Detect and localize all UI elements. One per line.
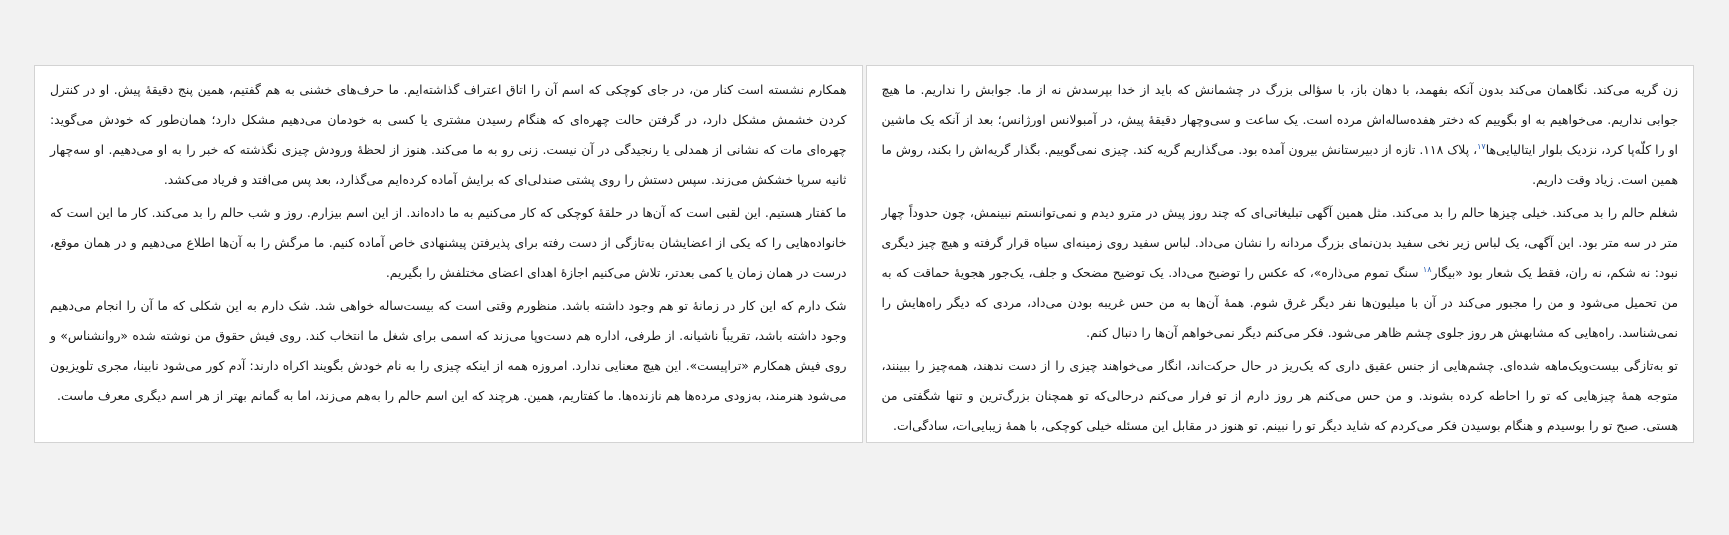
paragraph: ما کفتار هستیم. این لقبی است که آن‌ها در حلقهٔ کوچکی که کار می‌کنیم به ما داده‌اند. از این اسم بیزارم. روز و شب حالم را بد می‌کند. کار ما این است که خانواده‌هایی را که یکی از اعضایشان به‌تازگی از دست رفته برای پذیرفتن پیشنهادی خاص آماده کنیم. ما مرگش را به آن‌ها اطلاع می‌دهیم و در همان موقع، درست در همان زمان یا کمی بعدتر، تلاش می‌کنیم اجازهٔ اهدای اعضای مختلفش را بگیریم. <box>50 205 847 280</box>
paragraph-text: سنگ تموم می‌ذاره»، که عکس را توضیح می‌داد. یک توضیح مضحک و جلف، یک‌جور هجویهٔ حماقت که به من تحمیل می‌شود و من را مجبور می‌کند در آن با میلیون‌ها نفر دیگر غرق شوم. همهٔ آن‌ها به من حس غریبه بودن می‌داد، مردی که دیگر راه‌هایش را نمی‌شناسد. راه‌هایی که مشابهش هر روز جلوی چشم ظاهر می‌شود. فکر می‌کنم دیگر نمی‌خواهم آن‌ها را دنبال کنم. <box>881 265 1678 340</box>
paragraph: همکارم نشسته است کنار من، در جای کوچکی که اسم آن را اتاق اعتراف گذاشته‌ایم. ما حرف‌های خشنی به هم گفتیم، همین پنج دقیقه‌ٔ پیش. او در کنترل کردن خشمش مشکل دارد، در گرفتن حالت چهره‌ای که هنگام رسیدن مشتری یا کسی به خودمان می‌دهیم مشکل دارد؛ همان‌طور که خودش می‌گوید: چهره‌ای مات که نشانی از همدلی یا رنجیدگی در آن نیست. زنی رو به ما می‌کند. هنوز از لحظهٔ ورودش چیزی نگذشته که خبر را به او می‌دهیم. او سه‌چهار ثانیه سرپا خشکش می‌زند. سپس دستش را روی پشتی صندلی‌ای که برایش آماده کرده‌ایم می‌گذارد، بعد پس می‌افتد و فریاد می‌کشد. <box>50 82 847 187</box>
book-spread <box>34 65 1694 443</box>
paragraph: شک دارم که این کار در زمانهٔ تو هم وجود داشته باشد. منظورم وقتی است که بیست‌ساله خواهی شد. شک دارم به این شکلی که ما آن را انجام می‌دهیم وجود داشته باشد، تقریباً ناشیانه. از طرفی، اداره هم دست‌وپا می‌زند که اسمی برای شغل ما انتخاب کند. روی فیش حقوق من نوشته شده «روانشناس» و روی فیش همکارم «تراپیست». این هیچ معنایی ندارد. امروزه همه از اینکه چیزی را به نام خودش بگویند اکراه دارند: آدم کور می‌شود نابینا، مجری تلویزیون می‌شود هنرمند، به‌زودی مرده‌ها هم نازنده‌ها. ما کفتاریم، همین. هرچند که این اسم حالم را به‌هم می‌زند، اما به گمانم بهتر از هر اسم دیگری معرف ماست. <box>50 298 847 403</box>
paragraph-text: زن گریه می‌کند. نگاهمان می‌کند بدون آنکه بفهمد، با دهان باز، با سؤالی بزرگ در چشمانش که باید از خدا بپرسدش نه از ما. جوابش را نداریم. ما هیچ جوابی نداریم. می‌خواهیم به او بگوییم که دختر هفده‌ساله‌اش مرده است. یک ساعت و سی‌وچهار دقیقه‌ٔ پیش، در آمبولانس اورژانس؛ بعد از آنکه یک ماشین او را کلّه‌پا کرد، نزدیک بلوار ایتالیایی‌ها <box>881 82 1678 157</box>
footnote-link[interactable]: ۱۷ <box>1477 141 1486 151</box>
paragraph-text: شغلم حالم را بد می‌کند. خیلی چیزها حالم را بد می‌کند. مثل همین آگهی تبلیغاتی‌ای که چند روز پیش در مترو دیدم و نمی‌توانستم نبینمش، چون حدوداً چهار متر در سه متر بود. این آگهی، یک لباس زیر نخی سفید بدن‌نمای بزرگ مردانه را نشان می‌داد. لباس سفید روی زمینه‌ای سیاه قرار گرفته و هیچ چیز دیگری نبود: نه شکم، نه ران، فقط یک شعار بود «بیگار <box>881 205 1678 280</box>
paragraph <box>882 198 1679 348</box>
right-page <box>866 65 1695 443</box>
paragraph: تو به‌تازگی بیست‌ویک‌ماهه شده‌ای. چشم‌هایی از جنس عقیق داری که یک‌ریز در حال حرکت‌اند، انگار می‌خواهند چیزی را از دست ندهند، همه‌چیز را ببینند، متوجه همهٔ چیزهایی که تو را احاطه کرده بشوند. و من حس می‌کنم هر روز دارم از تو فرار می‌کنم درحالی‌که تو همچنان بزرگ‌ترین و تنها شگفتی من هستی. صبح تو را بوسیدم و هنگام بوسیدن فکر می‌کردم که شاید دیگر تو را نبینم. تو هنوز در مقابل این مسئله خیلی کوچکی، با همهٔ زیبایی‌ات، سادگی‌ات. <box>881 358 1678 433</box>
paragraph-text: ، پلاک ۱۱۸. تازه از دبیرستانش بیرون آمده بود. می‌گذاریم گریه کند. چیزی نمی‌گوییم. بگذار گریه‌اش را بکند، روش ما همین است. زیاد وقت داریم. <box>881 142 1678 187</box>
footnote-link[interactable]: ۱۸ <box>1422 264 1432 274</box>
left-page <box>34 65 863 443</box>
paragraph <box>882 75 1679 195</box>
